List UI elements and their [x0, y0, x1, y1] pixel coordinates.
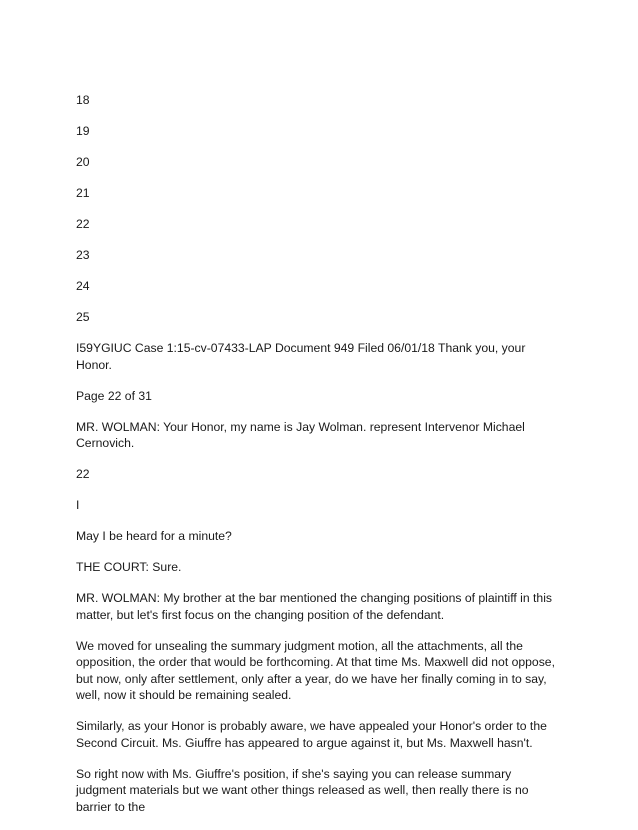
line-number: 18: [76, 93, 90, 107]
case-header-line: I59YGIUC Case 1:15-cv-07433-LAP Document 949 Filed 06/01/18 Thank you, your Honor.: [76, 341, 526, 372]
transcript-body: [76, 92, 564, 830]
line-number: 21: [76, 186, 90, 200]
page-number: 22: [76, 467, 90, 481]
line-number: 20: [76, 155, 90, 169]
line-number: 25: [76, 310, 90, 324]
line-number: 19: [76, 124, 90, 138]
speaker-request: May I be heard for a minute?: [76, 529, 232, 543]
stray-character: I: [76, 498, 80, 512]
line-number: 24: [76, 279, 90, 293]
transcript-paragraph: Similarly, as your Honor is probably aware, we have appealed your Honor's order to the Second Circuit. Ms. Giuffre has appeared to argue against it, but Ms. Maxwell hasn't.: [76, 719, 547, 750]
line-number: 23: [76, 248, 90, 262]
transcript-paragraph: MR. WOLMAN: My brother at the bar mentioned the changing positions of plaintiff in this matter, but let's first focus on the changing position of the defendant.: [76, 591, 552, 622]
transcript-paragraph: So right now with Ms. Giuffre's position, if she's saying you can release summary judgment materials but we want other things released as well, then really there is no barrier to the: [76, 766, 529, 814]
court-reply: THE COURT: Sure.: [76, 560, 182, 574]
transcript-paragraph: We moved for unsealing the summary judgment motion, all the attachments, all the opposition, the order that would be forthcoming. At that time Ms. Maxwell did not oppose, but now, only after settlement, only after a year, do we have her finally coming in to say, well, now it should be remaining sealed.: [76, 638, 555, 702]
wolman-introduction: MR. WOLMAN: Your Honor, my name is Jay Wolman. represent Intervenor Michael Cernovich.: [76, 419, 525, 450]
page-indicator: Page 22 of 31: [76, 388, 152, 403]
line-number: 22: [76, 217, 90, 231]
